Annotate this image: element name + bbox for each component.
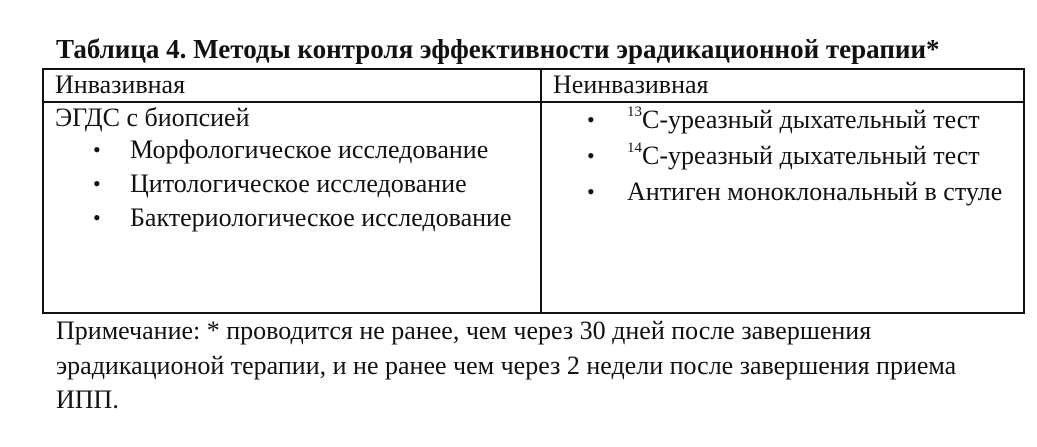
table-body-row <box>43 102 1024 313</box>
list-item-text: Морфологическое исследование <box>130 135 489 164</box>
bullet-icon: • <box>93 171 101 196</box>
list-item <box>55 167 540 201</box>
header-invasive: Инвазивная <box>43 69 541 102</box>
table-header-row <box>43 69 1024 102</box>
noninvasive-list <box>553 103 1023 209</box>
header-noninvasive: Неинвазивная <box>541 69 1024 102</box>
list-item <box>553 175 1023 209</box>
table-title: Таблица 4. Методы контроля эффективности эрадикационной терапии* <box>56 34 940 64</box>
invasive-intro: ЭГДС с биопсией <box>55 103 250 132</box>
bullet-icon: • <box>93 137 101 162</box>
invasive-cell <box>43 102 541 313</box>
bullet-icon: • <box>93 205 101 230</box>
list-item <box>55 133 540 167</box>
bullet-icon: • <box>587 107 595 132</box>
list-item-text: С-уреазный дыхательный тест <box>642 141 980 170</box>
isotope-superscript: 13 <box>627 104 642 120</box>
list-item-text: Бактериологическое исследование <box>130 203 512 232</box>
table-note: Примечание: * проводится не ранее, чем через 30 дней после завершения эрадикационой терапии, и не ранее чем через 2 недели после завершения приема ИПП. <box>56 316 957 414</box>
list-item-text: Антиген моноклональный в стуле <box>627 177 1003 206</box>
bullet-icon: • <box>587 143 595 168</box>
list-item-text: С-уреазный дыхательный тест <box>642 105 980 134</box>
noninvasive-cell <box>541 102 1024 313</box>
bullet-icon: • <box>587 179 595 204</box>
isotope-superscript: 14 <box>627 140 642 156</box>
list-item <box>553 139 1023 173</box>
invasive-list <box>55 133 540 235</box>
methods-table <box>42 68 1025 314</box>
list-item-text: Цитологическое исследование <box>130 169 467 198</box>
list-item <box>553 103 1023 137</box>
list-item <box>55 201 540 235</box>
